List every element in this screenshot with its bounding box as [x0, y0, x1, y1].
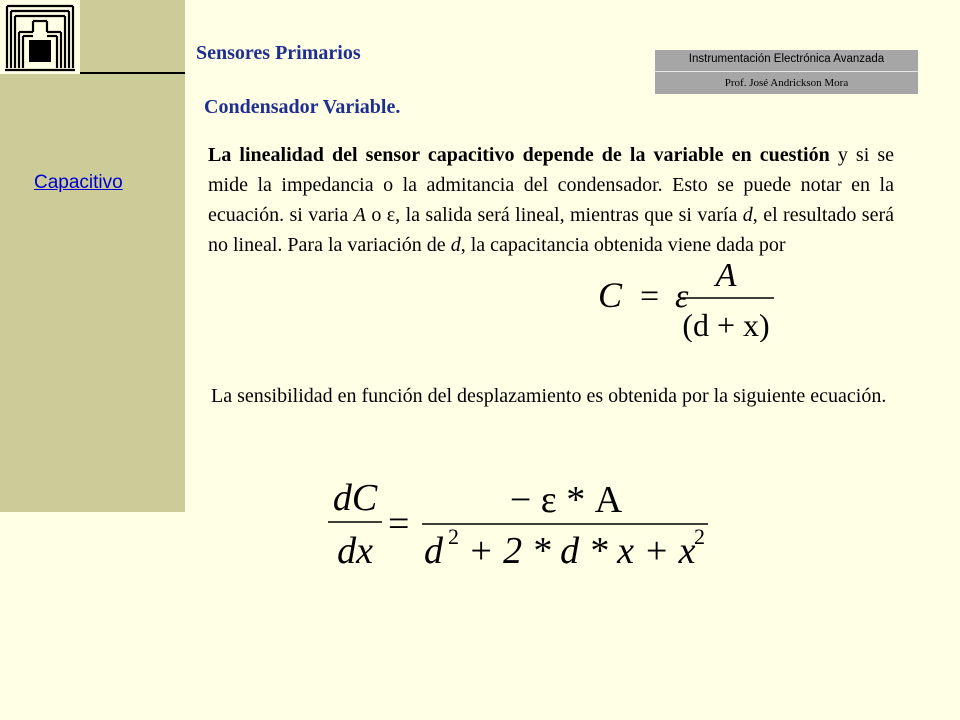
section-heading: Condensador Variable. — [204, 96, 401, 118]
formula-numerator: − ε * A — [509, 479, 623, 521]
formula-lhs-numerator: dC — [332, 477, 378, 519]
sensitivity-formula — [322, 472, 722, 582]
formula-equals: = — [388, 503, 410, 545]
course-badge — [655, 50, 918, 94]
denominator-d: d — [424, 530, 443, 572]
header-rule — [80, 72, 185, 74]
formula-numerator: A — [715, 257, 737, 294]
formula-lhs: C — [598, 275, 623, 315]
professor-name: Prof. José Andrickson Mora — [724, 77, 849, 89]
formula-lhs-denominator: dx — [337, 530, 373, 572]
capacitance-formula — [590, 252, 790, 342]
course-name: Instrumentación Electrónica Avanzada — [688, 53, 885, 65]
denominator-rest: + 2 * d * x + x — [468, 530, 696, 572]
institution-logo — [0, 0, 80, 74]
sidebar-link-capacitivo[interactable]: Capacitivo — [34, 172, 123, 193]
paragraph-bold-text: La linealidad del sensor capacitivo depende de la variable en cuestión — [208, 144, 830, 166]
badge-divider — [655, 71, 918, 72]
formula-denominator: (d + x) — [682, 307, 770, 342]
formula-equals: = — [640, 278, 660, 315]
slide-title: Sensores Primarios — [196, 42, 361, 64]
linearity-paragraph: La linealidad del sensor capacitivo depende de la variable en cuestión y si se mide la impedancia o la admitancia del condensador. Esto se puede notar en la ecuación. si varia A o ε, la salida será lineal, mientras que si varía d, el resultado será no lineal. Para la variación de d, la capacitancia obtenida viene dada por — [208, 144, 894, 256]
denominator-exponent-2: 2 — [694, 524, 705, 549]
institution-logo-icon — [4, 2, 76, 72]
formula-epsilon: ε — [675, 278, 689, 315]
denominator-exponent-1: 2 — [448, 524, 459, 549]
sensitivity-paragraph: La sensibilidad en función del desplazamiento es obtenida por la siguiente ecuación. — [211, 385, 887, 407]
sidebar — [0, 0, 185, 512]
